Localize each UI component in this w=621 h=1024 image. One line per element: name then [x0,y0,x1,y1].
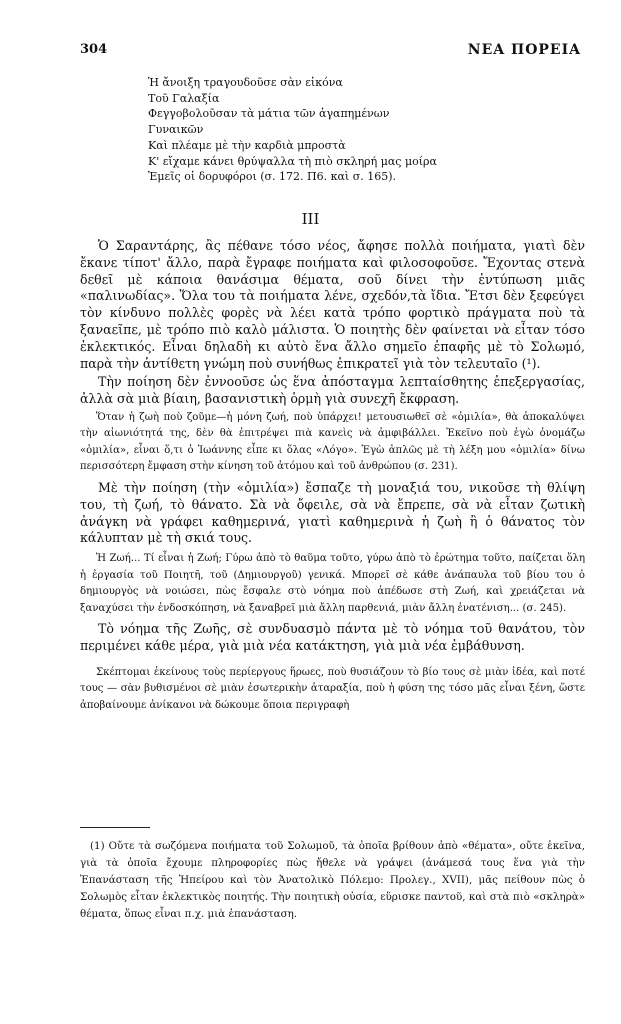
footnote: (1) Οὔτε τὰ σωζόμενα ποιήματα τοῦ Σολωμοῦ, τὰ ὁποῖα βρίθουν ἀπὸ «θέματα», οὔτε ἐκεῖνα, γιὰ τὰ ὁποῖα ἔχουμε πληροφορίες πὼς ἤθελε νὰ γράψει (ἀνάμεσά τους ἕνα γιὰ τὴν Ἐπανάσταση τῆς Ἠπείρου καὶ τὸν Ἀνατολικὸ Πόλεμο: Προλεγ., XVII), μᾶς πείθουν πὼς ὁ Σολωμὸς εἶταν ἐκλεκτικὸς ποιητής. Τὴν ποιητικὴ οὐσία, εὕρισκε παντοῦ, καὶ στὰ πιὸ «σκληρὰ» θέματα, ὅπως εἶναι π.χ. μιὰ ἐπανάσταση. [80,840,585,920]
section-heading: III [301,210,320,228]
paragraph: Ὁ Σαραντάρης, ἂς πέθανε τόσο νέος, ἄφησε πολλὰ ποιήματα, γιατὶ δὲν ἔκανε τίποτ' ἄλλο, παρὰ ἔγραφε ποιήματα καὶ φιλοσοφοῦσε. Ἔχοντας στενὰ δεθεῖ μὲ κάποια θανάσιμα θέματα, σοῦ δίνει τὴν ἐντύπωση μιᾶς «παλινωδίας». Ὅλα του τὰ ποιήματα λένε, σχεδόν,τὰ ἴδια. Ἔτσι δὲν ξεφεύγει τὸν κίνδυνο πολλὲς φορὲς νὰ λέει κατὰ τρόπο φορτικὸ πράγματα ποὺ τὰ ξαναεῖπε, μὲ τρόπο πιὸ καλὸ μάλιστα. Ὁ ποιητὴς δὲν φαίνεται νὰ εἶταν τόσο ἐκλεκτικός. Εἶναι δηλαδὴ κι αὐτὸ ἕνα ἄλλο σημεῖο ἐπαφῆς μὲ τὸ Σολωμό, παρὰ τὴν ἀντίθετη γνώμη ποὺ συνήθως ἐπικρατεῖ γιὰ τὸν τελευταῖο (¹). [80,238,585,371]
poem-line: Γυναικῶν [148,123,204,137]
block-quote: Ὅταν ἡ ζωὴ ποὺ ζοῦμε—ἡ μόνη ζωή, ποὺ ὑπάρχει! μετουσιωθεῖ σὲ «ὁμιλία», θὰ ἀποκαλύψει τὴν αἰωνιότητά της, δὲν θὰ ἐπιτρέψει πιὰ κανεὶς νὰ ἀμφιβάλλει. Ἐκεῖνο ποὺ ἐγὼ ὀνομάζω «ὁμιλία», εἶναι ὅ,τι ὁ Ἰωάννης εἶπε κι ὅλας «Λόγο». Ἐγὼ ἁπλῶς μὲ τὴ λέξη μου «ὁμιλία» δίνω περισσότερη ἔμφαση στὴν κίνηση τοῦ ἀτόμου καὶ τοῦ ἀνθρώπου (σ. 231). [80,411,585,473]
paragraph: Τὴν ποίηση δὲν ἐννοοῦσε ὡς ἕνα ἀπόσταγμα λεπταίσθητης ἐπεξεργασίας, ἀλλὰ σὰ μιὰ βίαιη, βασανιστικὴ ὁρμὴ γιὰ συνεχῆ ἔκφραση. [80,374,585,407]
poem-quotation [148,75,578,185]
paragraph: Τὸ νόημα τῆς Ζωῆς, σὲ συνδυασμὸ πάντα μὲ τὸ νόημα τοῦ θανάτου, τὸν περιμένει κάθε μέρα, γιὰ μιὰ νέα κατάκτηση, γιὰ μιὰ νέα ἐμβάθυνση. [80,621,585,653]
block-quote: Ἡ Ζωή... Τί εἶναι ἡ Ζωή; Γύρω ἀπὸ τὸ θαῦμα τοῦτο, γύρω ἀπὸ τὸ ἐρώτημα τοῦτο, παίζεται ὅλη ἡ ἐργασία τοῦ Ποιητῆ, τοῦ (Δημιουργοῦ) γενικά. Μπορεῖ σὲ κάθε ἀνάπαυλα τοῦ βίου του ὁ δημιουργὸς νὰ νοιώσει, πὼς ἔσφαλε στὸ νόημα ποὺ ἀπέδωσε στὴ Ζωή, καὶ χρειάζεται νὰ ξαναχύσει τὴν ἐνδοσκόπηση, νὰ ξαναβρεῖ μιὰ ἄλλη παρθενιά, μιὰν ἄλλη ἐνατένιση... (σ. 245). [80,553,585,614]
paragraph: Μὲ τὴν ποίηση (τὴν «ὁμιλία») ἔσπαζε τὴ μοναξιά του, νικοῦσε τὴ θλίψη του, τὴ ζωή, τὸ θάνατο. Σὰ νὰ ὄφειλε, σὰ νὰ ἔπρεπε, σὰ νὰ εἶταν ζωτικὴ ἀνάγκη νὰ γράφει καθημερινά, γιατὶ καθημερινὰ ἡ ζωὴ ἢ ὁ θάνατος τὸν κάλυπταν μὲ τὴ σκιά τους. [80,479,585,546]
poem-line: Φεγγοβολοῦσαν τὰ μάτια τῶν ἀγαπημένων [148,107,390,121]
body-text [80,238,585,714]
poem-line: Ἐμεῖς οἱ δορυφόροι (σ. 172. Π6. καὶ σ. 165). [148,170,397,184]
poem-line: Κ' εἴχαμε κάνει θρύψαλλα τὴ πιὸ σκληρή μας μοίρα [148,154,437,168]
running-header [80,42,581,62]
page-number: 304 [80,42,108,57]
footnote-divider [80,827,150,828]
poem-line: Ἡ ἄνοιξη τραγουδοῦσε σὰν εἰκόνα [148,76,343,89]
journal-title: ΝΕΑ ΠΟΡΕΙΑ [467,42,581,58]
poem-line: Καὶ πλέαμε μὲ τὴν καρδιὰ μπροστὰ [148,138,346,152]
poem-line: Τοῦ Γαλαξία [148,91,220,105]
block-quote: Σκέπτομαι ἐκείνους τοὺς περίεργους ἥρωες, ποὺ θυσιάζουν τὸ βίο τους σὲ μιὰν ἰδέα, καὶ ποτέ τους — σὰν βυθισμένοι σὲ μιὰν ἐσωτερικὴν ἀταραξία, ποὺ ἡ φύση της τόσο μᾶς εἶναι ξένη, ὥστε ἀποβαίνουμε ἀνίκανοι νὰ δώκουμε ὅποια περιγραφὴ [80,666,585,711]
